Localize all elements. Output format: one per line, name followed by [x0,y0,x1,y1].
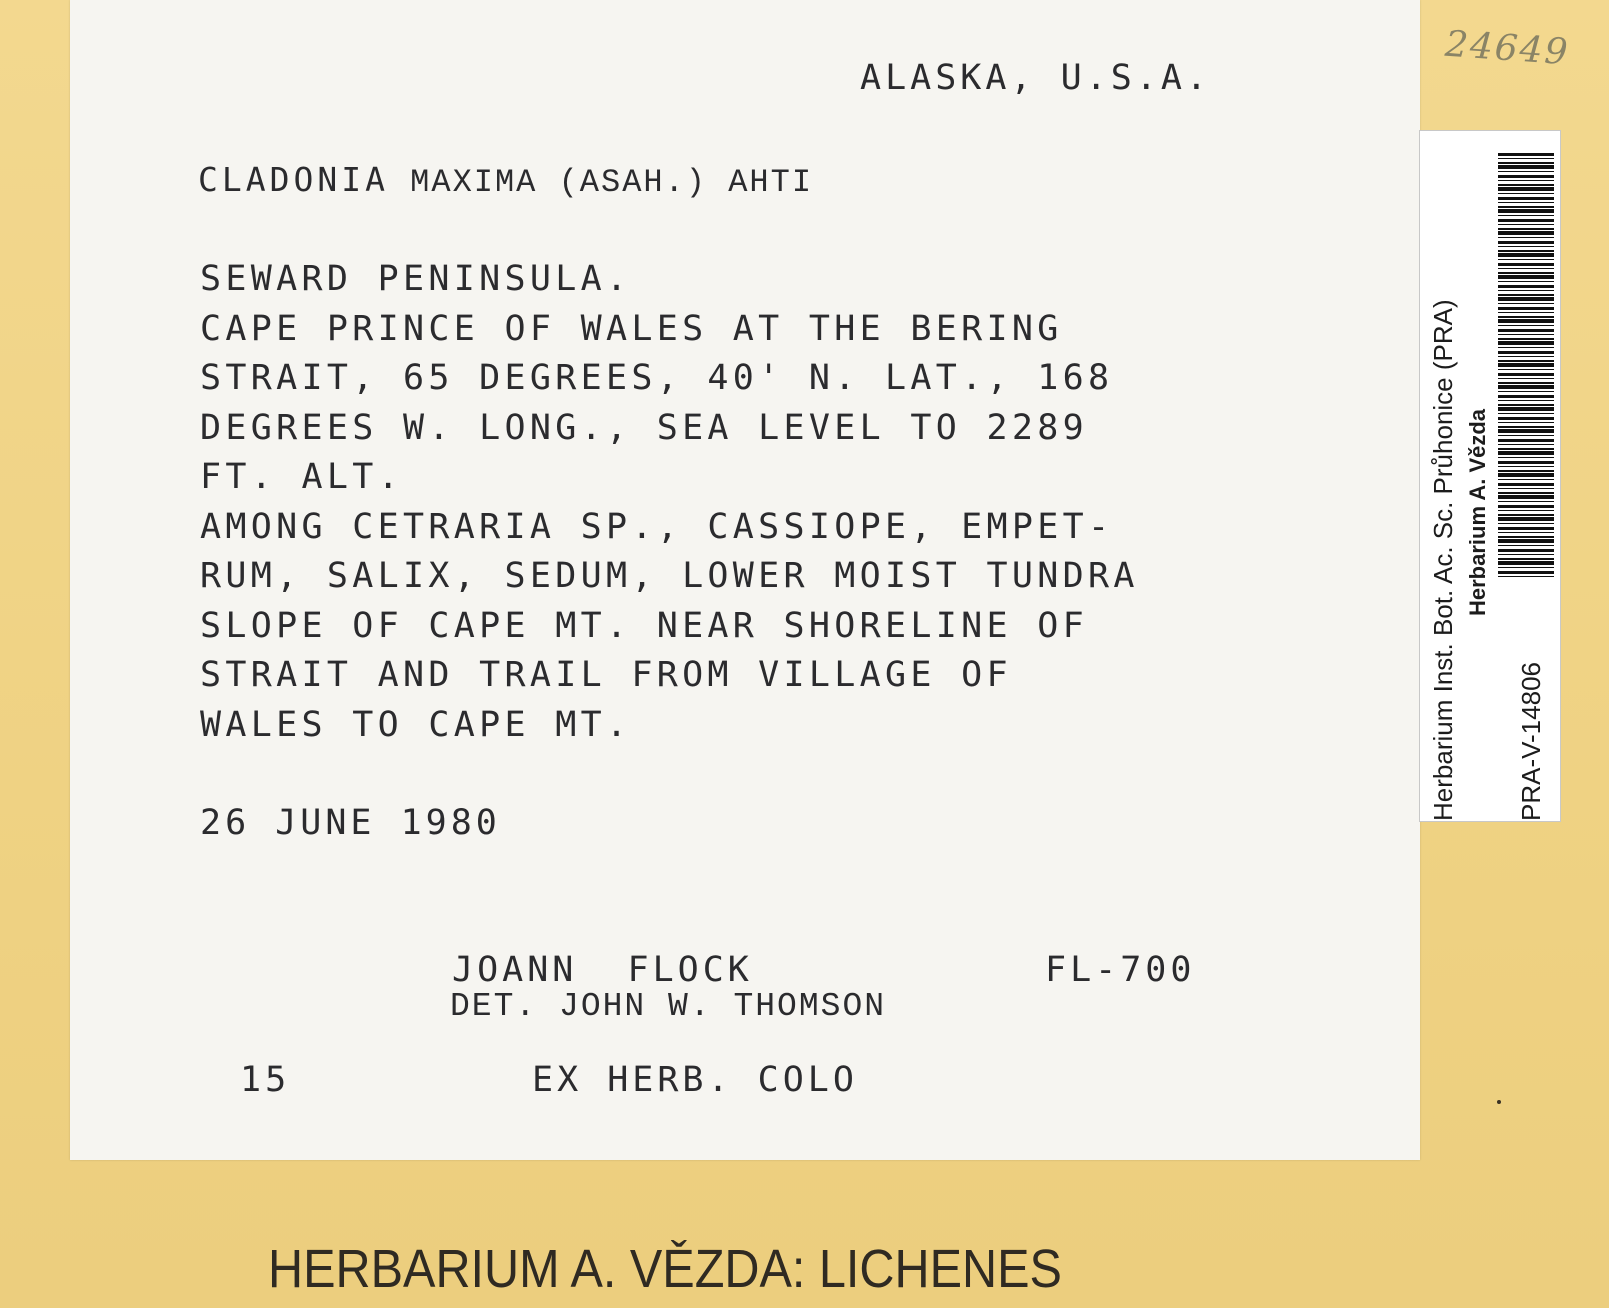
locality-line: WALES TO CAPE MT. [200,704,632,745]
locality-description [200,255,1139,750]
barcode-label [1419,130,1561,822]
ex-herbarium: EX HERB. COLO [532,1060,858,1100]
specimen-count: 15 [240,1060,291,1100]
ink-dot [1497,1100,1501,1104]
locality-line: FT. ALT. [200,457,403,497]
herbarium-stamp: HERBARIUM A. VĚZDA: LICHENES [268,1239,1062,1299]
locality-line: STRAIT, 65 DEGREES, 40' N. LAT., 168 [200,358,1114,398]
locality-line: AMONG CETRARIA SP., CASSIOPE, EMPET- [200,506,1114,547]
herbarium-name: Herbarium A. Vězda [1465,408,1490,616]
locality-line: CAPE PRINCE OF WALES AT THE BERING [200,308,1063,349]
determiner: DET. JOHN W. THOMSON [450,988,887,1025]
locality-line: SEWARD PENINSULA. [200,259,632,299]
country: ALASKA, U.S.A. [860,58,1212,98]
collection-date: 26 JUNE 1980 [200,803,501,843]
taxon-epithet-author: MAXIMA (ASAH.) AHTI [410,164,814,201]
collector: JOANN FLOCK [452,950,753,990]
taxon-genus: CLADONIA [198,160,389,199]
specimen-id: PRA-V-14806 [1516,662,1546,821]
collection-number: FL-700 [1045,950,1196,990]
locality-line: STRAIT AND TRAIL FROM VILLAGE OF [200,655,1012,695]
locality-line: SLOPE OF CAPE MT. NEAR SHORELINE OF [200,605,1089,646]
specimen-label [70,0,1420,1160]
locality-line: DEGREES W. LONG., SEA LEVEL TO 2289 [200,407,1089,448]
barcode [1498,153,1554,577]
institution-name: Herbarium Inst. Bot. Ac. Sc. Průhonice (PRA) [1428,299,1458,821]
taxon-name [198,160,813,201]
locality-line: RUM, SALIX, SEDUM, LOWER MOIST TUNDRA [200,556,1139,596]
accession-number: 24649 [1443,23,1571,74]
